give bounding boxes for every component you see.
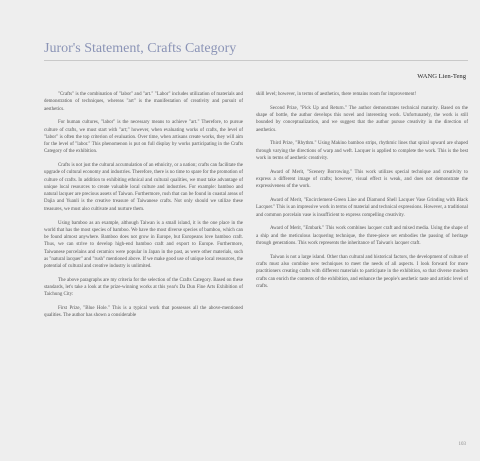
paragraph: Award of Merit, "Scenery Borrowing." This work utilizes special technique and creativity to express a different image of crafts; however, visual effect is weak, and does not demonstrate the expressiveness of the work. <box>256 169 468 190</box>
paragraph: For human cultures, "labor" is the necessary means to achieve "art." Therefore, to pursue culture of crafts, we must start with "art;" however, when evaluating works of crafts, the level of "labor" is often the top criterion of evaluation. Over time, when artisans create works, they will aim for the level of "labor." This phenomenon is put on full display by works participating in the Crafts Category of the exhibition. <box>44 120 243 155</box>
paragraph: Using bamboo as an example, although Taiwan is a small island, it is the one place in the world that has the most species of bamboo. We have the most diverse species of bamboo, which can be found almost anywhere. Bamboo does not grow in Europe, but Europeans love bamboo craft. Thus, we can strive to develop high-end bamboo craft and export to Europe. Furthermore, Taiwanese porcelains and ceramics were popular in Japan in the past, as were other materials, such as "natural lacquer" and "rush" mentioned above. If we make good use of unique local resources, the potential of cultural and creative industry is unlimited. <box>44 220 243 270</box>
paragraph: Taiwan is not a large island. Other than cultural and historical factors, the development of culture of crafts must also combine new techniques to meet the needs of all aspects. I look forward for more practitioners creating crafts with different materials to participate in the exhibition, so that diverse modern crafts can enrich the contents of the exhibition, and enhance the people's aesthetic taste and artistic level of crafts. <box>256 254 468 289</box>
page-number: 103 <box>458 442 466 447</box>
paragraph: Crafts is not just the cultural accumulation of an ethnicity, or a nation; crafts can facilitate the upgrade of cultural economy and industries. Therefore, there is no time to spare for the promotion of culture of crafts. In addition to exhibiting ethnical and cultural qualities, we must take advantage of unique local resources to create valuable local culture and industries. For example: bamboo and natural lacquer are precious assets of Taiwan. Furthermore, rush that can be found in coastal areas of Dajia and Yuanli is the creative treasure of Taiwanese crafts. Not only should we utilize these treasures, we must also cultivate and nurture them. <box>44 163 243 212</box>
paragraph: skill level; however, in terms of aesthetics, there remains room for improvement! <box>256 92 417 97</box>
author-name: WANG Lien-Teng <box>417 73 466 80</box>
left-column <box>44 91 243 326</box>
paragraph: Award of Merit, "Encirclement-Green Line and Diamond Shell Lacquer Vase Grinding with Black Lacquer." This is an impressive work in terms of material and technical expressions. However, a traditional and common porcelain vase is insufficient to express compelling creativity. <box>256 198 468 218</box>
paragraph: First Prize, "Blue Hole." This is a typical work that possesses all the above-mentioned qualities. The author has shown a considerable <box>44 306 243 319</box>
paragraph: "Crafts" is the combination of "labor" and "art." "Labor" includes utilization of materials and demonstration of techniques, whereas "art" is the manifestation of creativity and pursuit of aesthetics. <box>44 92 243 112</box>
paragraph: Award of Merit, "Embark." This work combines lacquer craft and mixed media. Using the shape of a ship and the meticulous lacquering technique, the three-piece set embodies the passing of heritage through generations. This work represents the inheritance of Taiwan's lacquer craft. <box>256 226 468 246</box>
page-title: Juror's Statement, Crafts Category <box>44 41 237 56</box>
paragraph: The above paragraphs are my criteria for the selection of the Crafts Category. Based on these standards, let's take a look at the prize-winning works at this year's Da Dun Fine Arts Exhibition of Taichung City: <box>44 277 243 298</box>
paragraph: Second Prize, "Pick Up and Return." The author demonstrates technical maturity. Based on the shape of bottle, the author develops this novel and interesting work. Unfortunately, the work is still bounded by conceptualization, and we suggest that the author pursue creativity in the direction of aesthetics. <box>256 105 468 133</box>
title-divider <box>44 60 468 61</box>
paragraph: Third Prize, "Rhythm." Using Makino bamboo strips, rhythmic lines that spiral upward are shaped through varying the directions of warp and weft. Lacquer is applied to complete the work. This is the best work in terms of aesthetic creativity. <box>256 141 468 161</box>
right-column <box>256 91 468 297</box>
